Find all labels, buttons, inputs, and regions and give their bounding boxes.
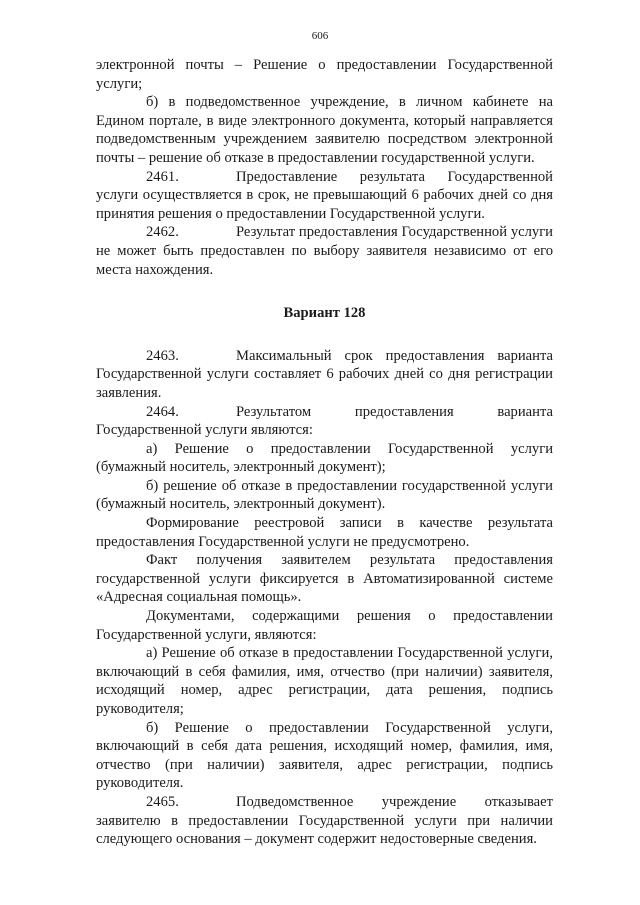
paragraph: Документами, содержащими решения о предоставлении Государственной услуги, являются: bbox=[96, 608, 553, 643]
item-text: Результатом предоставления варианта Государственной услуги являются: bbox=[96, 403, 553, 439]
document-body bbox=[96, 56, 553, 849]
paragraph: Формирование реестровой записи в качестве результата предоставления Государственной услуги не предусмотрено. bbox=[96, 515, 553, 550]
paragraph: б) решение об отказе в предоставлении государственной услуги (бумажный носитель, электронный документ). bbox=[96, 477, 553, 513]
item-number: 2461. bbox=[146, 168, 179, 185]
numbered-item bbox=[96, 168, 553, 224]
item-text: Предоставление результата Государственной услуги осуществляется в срок, не превышающий 6 рабочих дней со дня принятия решения о предоставлении Государственной услуги. bbox=[96, 168, 553, 222]
paragraph: б) Решение о предоставлении Государственной услуги, включающий в себя дата решения, исходящий номер, фамилия, имя, отчество (при наличии) заявителя, адрес регистрации, подпись руководителя. bbox=[96, 719, 553, 792]
paragraph: а) Решение об отказе в предоставлении Государственной услуги, включающий в себя фамилия, имя, отчество (при наличии) заявителя, исходящий номер, адрес регистрации, дата решения, подпись руководителя; bbox=[96, 645, 553, 717]
numbered-item bbox=[96, 793, 553, 849]
item-text: Результат предоставления Государственной услуги не может быть предоставлен по выбору заявителя независимо от его места нахождения. bbox=[96, 224, 553, 278]
numbered-item bbox=[96, 403, 553, 440]
section-heading: Вариант 128 bbox=[283, 305, 366, 322]
numbered-item bbox=[96, 223, 553, 279]
item-number: 2465. bbox=[146, 793, 179, 810]
paragraph: Факт получения заявителем результата предоставления государственной услуги фиксируется в Автоматизированной системе «Адресная социальная помощь». bbox=[96, 552, 553, 606]
paragraph: электронной почты – Решение о предоставлении Государственной услуги; bbox=[96, 57, 553, 92]
item-number: 2462. bbox=[146, 224, 179, 241]
item-number: 2464. bbox=[146, 403, 179, 420]
numbered-item bbox=[96, 347, 553, 403]
item-number: 2463. bbox=[146, 347, 179, 364]
paragraph: а) Решение о предоставлении Государственной услуги (бумажный носитель, электронный документ); bbox=[96, 440, 553, 476]
paragraph: б) в подведомственное учреждение, в личном кабинете на Едином портале, в виде электронного документа, который направляется подведомственным учреждением заявителю посредством электронной почты – решение об отказе в предоставлении государственной услуги. bbox=[96, 94, 553, 166]
item-text: Подведомственное учреждение отказывает заявителю в предоставлении Государственной услуги при наличии следующего основания – документ содержит недостоверные сведения. bbox=[96, 793, 553, 848]
item-text: Максимальный срок предоставления варианта Государственной услуги составляет 6 рабочих дней со дня регистрации заявления. bbox=[96, 347, 553, 401]
page-number: 606 bbox=[311, 30, 329, 42]
